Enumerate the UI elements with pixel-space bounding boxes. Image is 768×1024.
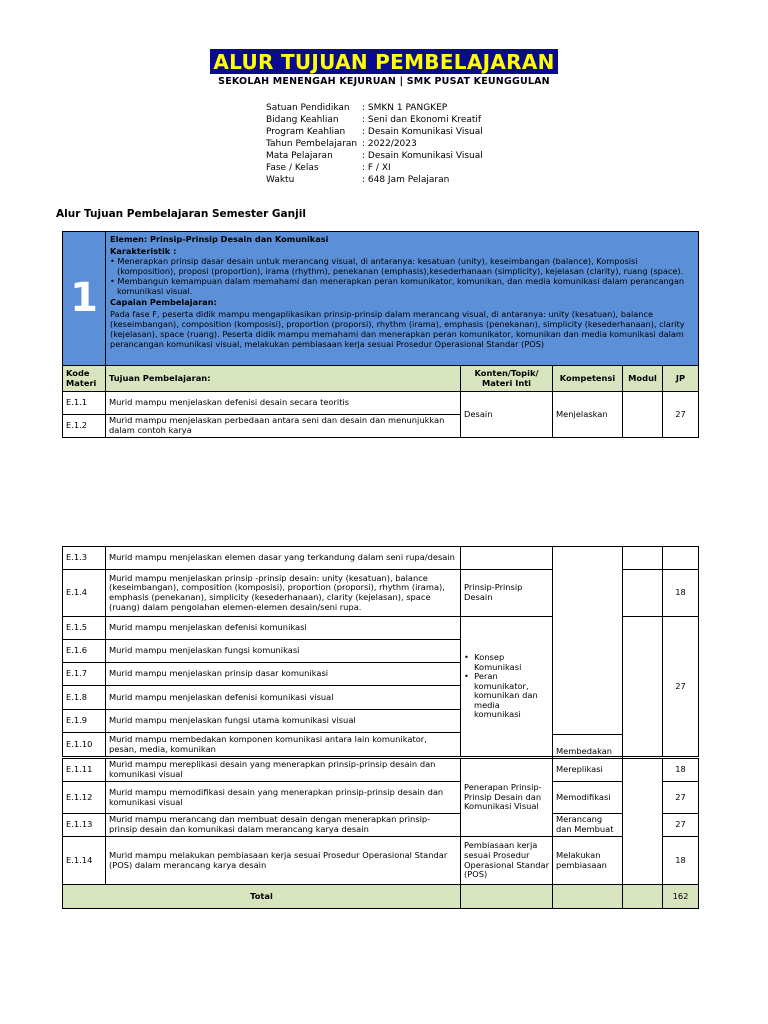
info-row — [266, 174, 483, 186]
kode-cell: E.1.4 — [63, 570, 106, 617]
jp-cell: 27 — [663, 392, 699, 438]
tujuan-cell: Murid mampu memodifikasi desain yang menerapkan prinsip-prinsip desain dan komunikasi visual — [106, 782, 461, 814]
kompetensi-cell: Memodifikasi — [553, 782, 623, 814]
info-value: : Desain Komunikasi Visual — [362, 127, 483, 137]
table-row — [63, 837, 699, 885]
page-subtitle: SEKOLAH MENENGAH KEJURUAN | SMK PUSAT KEUNGGULAN — [218, 76, 550, 87]
tujuan-cell: Murid mampu menjelaskan elemen dasar yang terkandung dalam seni rupa/desain — [106, 547, 461, 570]
kode-cell: E.1.12 — [63, 782, 106, 814]
capaian-text: Pada fase F, peserta didik mampu mengaplikasikan prinsip-prinsip dalam merancang visual, di antaranya: unity (kesatuan), balance (keseimbangan), composition (komposisi), proportion (proporsi), rhythm (irama), emphasis (penekanan), simplicity (kesederhanaan), clarity (kejelasan), space (ruang). Peserta didik mampu memahami dan menerapkan peran komunikator, komunikan dan media komunikasi dalam perancangan komunikasi visual, melakukan pembiasaan kerja sesuai Prosedur Operasional Standar (POS) — [110, 309, 685, 349]
jp-cell: 27 — [663, 782, 699, 814]
tujuan-cell: Murid mampu menjelaskan prinsip -prinsip desain: unity (kesatuan), balance (keseimbangan), composition (komposisi), proportion (proporsi), rhythm (irama), emphasis (penekanan), simplicity (kesederhanaan), clarity (kejelasan), space (ruang) dalam pengolahan elemen-elemen desain/seni rupa. — [106, 570, 461, 617]
info-value: : F / XI — [362, 163, 391, 173]
tujuan-cell: Murid mampu melakukan pembiasaan kerja sesuai Prosedur Operasional Standar (POS) dalam merancang karya desain — [106, 837, 461, 885]
info-value: : 2022/2023 — [362, 139, 417, 149]
table-row — [63, 759, 699, 782]
total-label: Total — [63, 885, 461, 909]
total-row — [63, 885, 699, 909]
atp-table-part-3 — [62, 734, 699, 909]
tujuan-cell: Murid mampu menjelaskan fungsi komunikasi — [106, 640, 461, 663]
tujuan-cell: Murid mampu menjelaskan defenisi komunikasi visual — [106, 686, 461, 710]
modul-cell — [623, 759, 663, 885]
jp-cell: 27 — [663, 814, 699, 837]
info-label: Mata Pelajaran — [266, 151, 333, 161]
jp-cell: 18 — [663, 759, 699, 782]
konten-bullet: • Konsep Komunikasi — [464, 651, 522, 672]
tujuan-cell: Murid mampu menjelaskan prinsip dasar komunikasi — [106, 663, 461, 686]
tujuan-cell: Murid mampu menjelaskan defenisi komunikasi — [106, 617, 461, 640]
kode-cell: E.1.9 — [63, 710, 106, 733]
col-konten: Konten/Topik/ Materi Inti — [461, 366, 553, 392]
karakteristik-item: • Menerapkan prinsip dasar desain untuk merancang visual, di antaranya: kesatuan (unity), keseimbangan (balance), Komposisi (komposition), proposi (proportion), irama (rhythm), penekanan (emphasis),kesederhanaan (simplicity), kejelasan (clarity), ruang (space). — [110, 256, 684, 276]
jp-cell — [663, 547, 699, 570]
info-row — [266, 102, 483, 114]
info-label: Waktu — [266, 175, 295, 185]
jp-cell: 27 — [663, 617, 699, 757]
karakteristik-item: • Membangun kemampuan dalam memahami dan menerapkan peran komunikator, komunikan, dan media komunikasi dalam perancangan komunikasi visual. — [110, 276, 685, 296]
col-jp: JP — [663, 366, 699, 392]
kode-cell: E.1.7 — [63, 663, 106, 686]
info-row — [266, 162, 483, 174]
tujuan-cell: Murid mampu menjelaskan fungsi utama komunikasi visual — [106, 710, 461, 733]
kode-cell: E.1.10 — [63, 733, 106, 757]
col-modul: Modul — [623, 366, 663, 392]
konten-cell: Penerapan Prinsip-Prinsip Desain dan Komunikasi Visual — [461, 759, 553, 837]
info-value: : Desain Komunikasi Visual — [362, 151, 483, 161]
info-row — [266, 126, 483, 138]
atp-table-part-1 — [62, 231, 699, 438]
konten-cell — [461, 547, 553, 570]
modul-cell — [623, 392, 663, 438]
col-kompetensi: Kompetensi — [553, 366, 623, 392]
atp-table-part-2 — [62, 546, 699, 757]
info-row — [266, 138, 483, 150]
kompetensi-cell: Menjelaskan — [553, 392, 623, 438]
total-blank — [461, 885, 553, 909]
konten-cell: Desain — [461, 392, 553, 438]
tujuan-cell: Murid mampu mereplikasi desain yang menerapkan prinsip-prinsip desain dan komunikasi visual — [106, 759, 461, 782]
table-row — [63, 735, 699, 759]
table-row — [63, 547, 699, 570]
school-info — [266, 102, 483, 186]
kode-cell: E.1.6 — [63, 640, 106, 663]
total-blank — [553, 885, 623, 909]
tujuan-cell: Murid mampu menjelaskan perbedaan antara seni dan desain dan menunjukkan dalam contoh karya — [106, 415, 461, 438]
konten-cell: Pembiasaan kerja sesuai Prosedur Operasional Standar (POS) — [461, 837, 553, 885]
info-label: Bidang Keahlian — [266, 115, 339, 125]
konten-cell: Prinsip-Prinsip Desain — [461, 570, 553, 617]
kode-cell: E.1.11 — [63, 759, 106, 782]
kode-cell: E.1.14 — [63, 837, 106, 885]
col-tujuan: Tujuan Pembelajaran: — [106, 366, 461, 392]
tujuan-cell: Murid mampu merancang dan membuat desain dengan menerapkan prinsip-prinsip desain dan komunikasi dalam merancang karya desain — [106, 814, 461, 837]
jp-cell: 18 — [663, 837, 699, 885]
info-label: Satuan Pendidikan — [266, 103, 350, 113]
info-label: Program Keahlian — [266, 127, 346, 137]
table-row — [63, 814, 699, 837]
info-row — [266, 114, 483, 126]
kode-cell: E.1.2 — [63, 415, 106, 438]
kode-cell: E.1.3 — [63, 547, 106, 570]
table-row — [63, 782, 699, 814]
table-row — [63, 392, 699, 415]
kompetensi-cell: Melakukan pembiasaan — [553, 837, 623, 885]
capaian-label: Capaian Pembelajaran: — [110, 297, 217, 307]
info-value: : Seni dan Ekonomi Kreatif — [362, 115, 482, 125]
kompetensi-cell: Merancang dan Membuat — [553, 814, 623, 837]
kode-cell: E.1.13 — [63, 814, 106, 837]
total-value: 162 — [663, 885, 699, 909]
kode-cell: E.1.8 — [63, 686, 106, 710]
kompetensi-cell — [553, 547, 623, 757]
modul-cell — [623, 547, 663, 570]
tujuan-cell: Murid mampu menjelaskan defenisi desain secara teoritis — [106, 392, 461, 415]
total-blank — [623, 885, 663, 909]
kompetensi-cell: Mereplikasi — [553, 759, 623, 782]
kode-cell: E.1.5 — [63, 617, 106, 640]
modul-cell — [623, 570, 663, 617]
kode-cell: E.1.1 — [63, 392, 106, 415]
info-row — [266, 150, 483, 162]
elemen-description — [106, 232, 699, 366]
info-label: Tahun Pembelajaran — [266, 139, 358, 149]
elemen-label: Elemen: Prinsip-Prinsip Desain dan Komunikasi — [110, 234, 329, 244]
tujuan-cell: Murid mampu membedakan komponen komunikasi antara lain komunikator, pesan, media, komunikan — [106, 733, 461, 757]
info-value: : 648 Jam Pelajaran — [362, 175, 450, 185]
kompetensi-cell: Membedakan — [553, 735, 623, 759]
page-title: ALUR TUJUAN PEMBELAJARAN — [210, 49, 557, 74]
elemen-number: 1 — [63, 232, 106, 366]
karakteristik-label: Karakteristik : — [110, 246, 177, 256]
konten-bullet: • Peran komunikator, komunikan dan media komunikasi — [464, 671, 538, 720]
col-kode: Kode Materi — [63, 366, 106, 392]
info-value: : SMKN 1 PANGKEP — [362, 103, 448, 113]
info-label: Fase / Kelas — [266, 163, 319, 173]
section-title: Alur Tujuan Pembelajaran Semester Ganjil — [56, 208, 306, 220]
jp-cell: 18 — [663, 570, 699, 617]
